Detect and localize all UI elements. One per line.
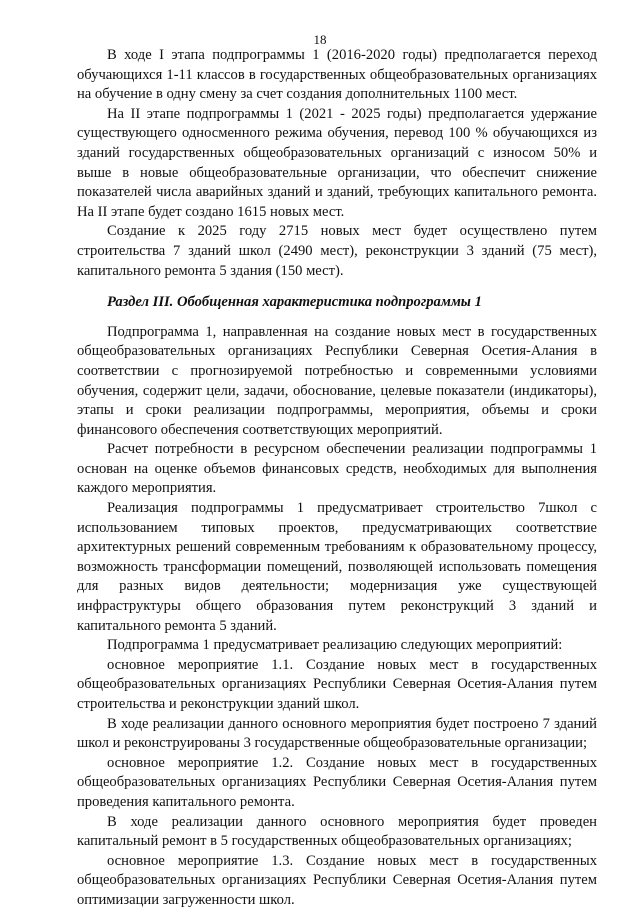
- paragraph: Подпрограмма 1 предусматривает реализацию следующих мероприятий:: [107, 637, 563, 654]
- paragraph: Создание к 2025 году 2715 новых мест будет осуществлено путем строительства 7 зданий школ (2490 мест), реконструкции 3 зданий (75 мест), капитального ремонта 5 здания (150 мест).: [77, 223, 597, 279]
- page-number: 18: [313, 32, 327, 47]
- paragraph: Реализация подпрограммы 1 предусматривает строительство 7школ с использованием типовых проектов, предусматривающих соответствие архитектурных решений современным требованиям к образовательному процессу, возможность трансформации помещений, позволяющей использовать помещения для разных видов деятельности; модернизация уже существующей инфраструктуры общего образования путем реконструкций 3 зданий и капитального ремонта 5 зданий.: [77, 500, 597, 634]
- paragraph: В ходе I этапа подпрограммы 1 (2016-2020 годы) предполагается переход обучающихся 1-11 классов в государственных общеобразовательных организациях на обучение в одну смену за счет создания дополнительных 1100 мест.: [77, 47, 597, 103]
- paragraph: Расчет потребности в ресурсном обеспечении реализации подпрограммы 1 основан на оценке объемов финансовых средств, необходимых для выполнения каждого мероприятия.: [77, 441, 597, 497]
- paragraph: На II этапе подпрограммы 1 (2021 - 2025 годы) предполагается удержание существующего односменного режима обучения, перевод 100 % обучающихся из зданий государственных общеобразовательных организаций с износом 50% и выше в новые общеобразовательные организации, что обеспечит снижение показателей числа аварийных зданий и зданий, требующих капитального ремонта. На II этапе будет создано 1615 новых мест.: [77, 105, 597, 220]
- paragraph: В ходе реализации данного основного мероприятия будет проведен капитальный ремонт в 5 государственных общеобразовательных организациях;: [77, 813, 597, 850]
- paragraph: основное мероприятие 1.2. Создание новых мест в государственных общеобразовательных организациях Республики Северная Осетия-Алания путем проведения капитального ремонта.: [77, 754, 597, 810]
- section-heading: Раздел III. Обобщенная характеристика подпрограммы 1: [107, 294, 482, 311]
- document-body: [77, 46, 597, 911]
- paragraph: основное мероприятие 1.3. Создание новых мест в государственных общеобразовательных организациях Республики Северная Осетия-Алания путем оптимизации загруженности школ.: [77, 852, 597, 908]
- paragraph: В ходе реализации данного основного мероприятия будет построено 7 зданий школ и реконструированы 3 государственные общеобразовательные организации;: [77, 715, 597, 752]
- paragraph: основное мероприятие 1.1. Создание новых мест в государственных общеобразовательных организациях Республики Северная Осетия-Алания путем строительства и реконструкции зданий школ.: [77, 656, 597, 712]
- paragraph: Подпрограмма 1, направленная на создание новых мест в государственных общеобразовательных организациях Республики Северная Осетия-Алания в соответствии с прогнозируемой потребностью и современными условиями обучения, содержит цели, задачи, обоснование, целевые показатели (индикаторы), этапы и сроки реализации подпрограммы, мероприятия, объемы и сроки финансового обеспечения соответствующих мероприятий.: [77, 323, 597, 438]
